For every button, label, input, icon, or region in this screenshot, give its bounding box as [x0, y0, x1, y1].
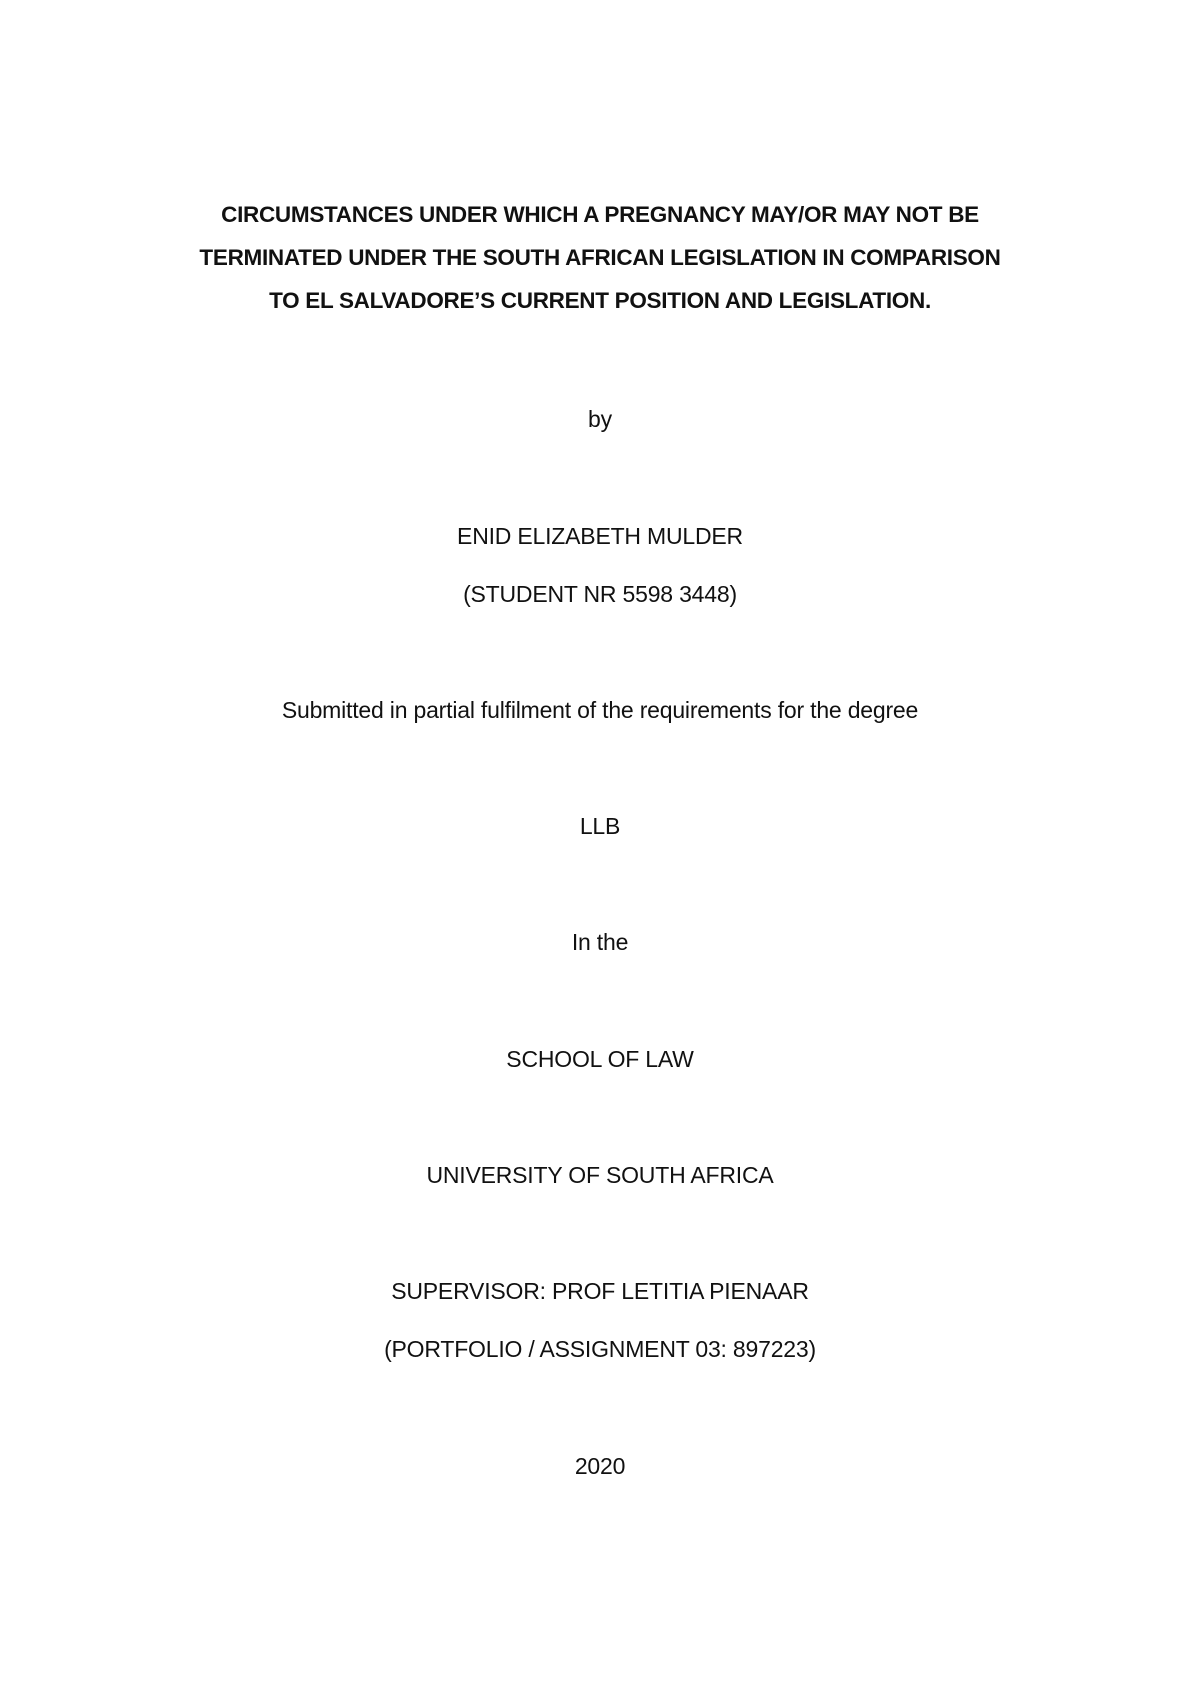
submission-statement: Submitted in partial fulfilment of the requirements for the degree — [281, 697, 919, 723]
document-title — [0, 200, 1200, 329]
degree: LLB — [579, 813, 621, 839]
university-name: UNIVERSITY OF SOUTH AFRICA — [426, 1162, 774, 1188]
in-the-text: In the — [571, 929, 629, 955]
author-name: ENID ELIZABETH MULDER — [457, 523, 743, 549]
title-line-1: CIRCUMSTANCES UNDER WHICH A PREGNANCY MAY/OR MAY NOT BE — [221, 202, 979, 227]
supervisor: SUPERVISOR: PROF LETITIA PIENAAR — [391, 1278, 809, 1304]
portfolio-assignment: (PORTFOLIO / ASSIGNMENT 03: 897223) — [384, 1336, 816, 1362]
title-line-3: TO EL SALVADORE’S CURRENT POSITION AND LEGISLATION. — [269, 288, 931, 313]
by-text: by — [588, 406, 612, 432]
title-line-2: TERMINATED UNDER THE SOUTH AFRICAN LEGISLATION IN COMPARISON — [199, 245, 1001, 270]
school-name: SCHOOL OF LAW — [506, 1046, 694, 1072]
student-number: (STUDENT NR 5598 3448) — [463, 581, 737, 607]
year: 2020 — [574, 1453, 626, 1479]
